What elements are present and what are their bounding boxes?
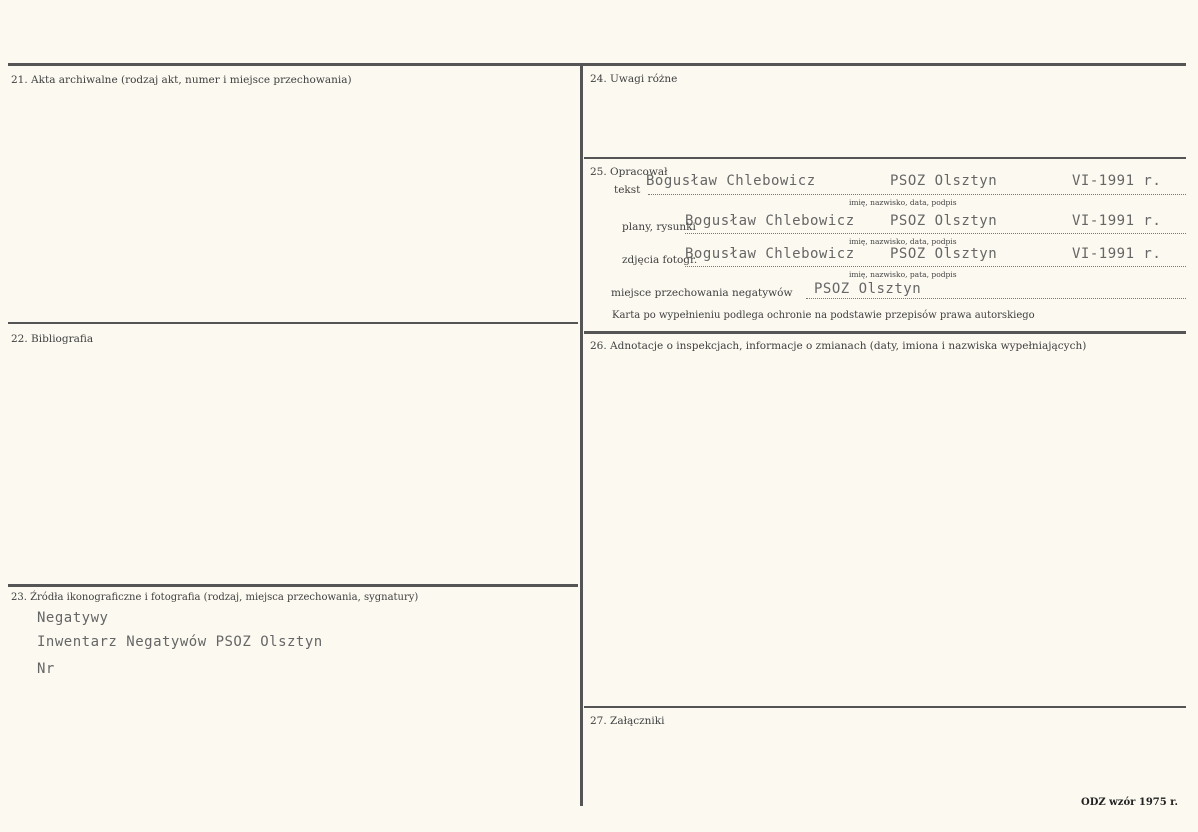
section-26-label: 26. Adnotacje o inspekcjach, informacje o zmianach (daty, imiona i nazwiska wypełniających) xyxy=(590,340,1087,352)
section-24-label: 24. Uwagi różne xyxy=(590,73,678,85)
authored-text-name: Bogusław Chlebowicz xyxy=(646,173,816,189)
photographs-label: zdjęcia fotogr. xyxy=(622,254,698,266)
divider-25-26 xyxy=(584,331,1186,334)
divider-26-27 xyxy=(584,706,1186,708)
iconography-line-3: Nr xyxy=(37,661,55,677)
photographs-org: PSOZ Olsztyn xyxy=(890,246,998,262)
section-23-label: 23. Źródła ikonograficzne i fotografia (rodzaj, miejsca przechowania, sygnatury) xyxy=(11,592,419,603)
plans-drawings-name: Bogusław Chlebowicz xyxy=(685,213,855,229)
photographs-caption: imię, nazwisko, pata, podpis xyxy=(849,270,957,279)
iconography-line-1: Negatywy xyxy=(37,610,109,626)
center-divider xyxy=(580,64,583,806)
copyright-note: Karta po wypełnieniu podlega ochronie na podstawie przepisów prawa autorskiego xyxy=(612,310,1035,321)
section-22-label: 22. Bibliografia xyxy=(11,333,94,345)
section-21-label: 21. Akta archiwalne (rodzaj akt, numer i miejsce przechowania) xyxy=(11,74,352,86)
photographs-dotline xyxy=(685,266,1186,267)
authored-text-caption: imię, nazwisko, data, podpis xyxy=(849,198,957,207)
plans-drawings-date: VI-1991 r. xyxy=(1072,213,1162,229)
plans-drawings-org: PSOZ Olsztyn xyxy=(890,213,998,229)
photographs-date: VI-1991 r. xyxy=(1072,246,1162,262)
iconography-line-2: Inwentarz Negatywów PSOZ Olsztyn xyxy=(37,634,323,650)
authored-text-org: PSOZ Olsztyn xyxy=(890,173,998,189)
divider-21-22 xyxy=(8,322,578,324)
negatives-dotline xyxy=(806,298,1186,299)
divider-22-23 xyxy=(8,584,578,587)
top-rule xyxy=(8,63,1186,66)
authored-text-date: VI-1991 r. xyxy=(1072,173,1162,189)
form-identifier: ODZ wzór 1975 r. xyxy=(1081,797,1179,808)
section-27-label: 27. Załączniki xyxy=(590,715,665,727)
negatives-location-value: PSOZ Olsztyn xyxy=(814,281,922,297)
divider-24-25 xyxy=(584,157,1186,159)
photographs-name: Bogusław Chlebowicz xyxy=(685,246,855,262)
authored-text-label: tekst xyxy=(614,184,641,196)
plans-drawings-caption: imię, nazwisko, data, podpis xyxy=(849,237,957,246)
authored-text-dotline xyxy=(648,194,1186,195)
negatives-location-label: miejsce przechowania negatywów xyxy=(611,287,793,299)
plans-drawings-label: plany, rysunki xyxy=(622,221,696,233)
section-25-label: 25. Opracował xyxy=(590,166,668,178)
plans-drawings-dotline xyxy=(685,233,1186,234)
